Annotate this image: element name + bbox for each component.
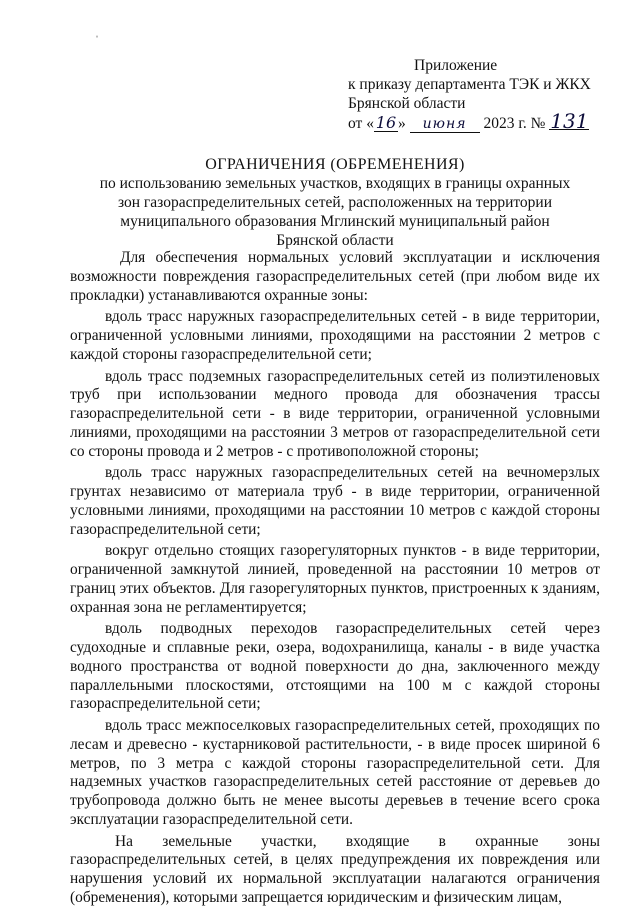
order-date-line — [348, 109, 591, 133]
zone-paragraph: вдоль трасс наружных газораспределительных сетей на вечномерзлых грунтах независимо от материала труб - в виде территории, ограниченной условными линиями, проходящими на расстоянии 10 метров с каждой стороны газораспределительной сети; — [70, 464, 600, 538]
appendix-header — [348, 56, 591, 133]
intro-paragraph: Для обеспечения нормальных условий эксплуатации и исключения возможности повреждения газораспределительных сетей (при любом виде их прокладки) устанавливаются охранные зоны: — [70, 249, 600, 304]
date-mid: » — [397, 115, 406, 132]
title-main: ОГРАНИЧЕНИЯ (ОБРЕМЕНЕНИЯ) — [205, 156, 465, 173]
order-reference: к приказу департамента ТЭК и ЖКХ — [348, 76, 591, 93]
zone-paragraph: вдоль трасс подземных газораспределительных сетей из полиэтиленовых труб при использовании медного провода для обозначения трассы газораспределительной сети - в виде территории, ограниченной условными линиями, проходящими на расстоянии 3 метров от газораспределительной сети со стороны провода и 2 метров - с противоположной стороны; — [70, 367, 600, 460]
region-name: Брянской области — [348, 95, 466, 112]
date-prefix: от « — [348, 115, 374, 132]
zone-paragraph: вдоль подводных переходов газораспределительных сетей через судоходные и сплавные реки, озера, водохранилища, каналы - в виде участка водного пространства от водной поверхности до дна, заключенного между параллельными плоскостями, отстоящими на 100 м с каждой стороны газораспределительной сети; — [70, 620, 600, 713]
zone-paragraph: вдоль трасс наружных газораспределительных сетей - в виде территории, ограниченной условными линиями, проходящими на расстоянии 2 метров с каждой стороны газораспределительной сети; — [70, 308, 600, 363]
date-year: 2023 г. № — [483, 115, 546, 132]
order-number-handwritten: 131 — [550, 109, 589, 133]
title-line-2: по использованию земельных участков, входящих в границы охранных — [99, 175, 571, 192]
title-line-5: Брянской области — [276, 232, 394, 249]
zone-paragraph: вдоль трасс межпоселковых газораспределительных сетей, проходящих по лесам и древесно - кустарниковой растительности, - в виде просек шириной 6 метров, по 3 метра с каждой стороны газораспределительной сети. Для надземных участков газораспределительных сетей расстояние от деревьев до трубопровода должно быть не менее высоты деревьев в течение всего срока эксплуатации газораспределительной сети. — [70, 717, 600, 828]
zone-paragraph: вокруг отдельно стоящих газорегуляторных пунктов - в виде территории, ограниченной замкнутой линией, проведенной на расстоянии 10 метров от границ этих объектов. Для газорегуляторных пунктов, пристроенных к зданиям, охранная зона не регламентируется; — [70, 542, 600, 616]
restrictions-paragraph: На земельные участки, входящие в охранные зоны газораспределительных сетей, в целях предупреждения их повреждения или нарушения условий их нормальной эксплуатации налагаются ограничения (обременения), которыми запрещается юридическим и физическим лицам, — [70, 832, 600, 906]
date-day-handwritten: 16 — [375, 113, 397, 132]
date-month-handwritten: июня — [410, 116, 480, 133]
scan-speck: ˈ — [95, 33, 99, 47]
document-title — [70, 155, 600, 250]
title-line-3: зон газораспределительных сетей, расположенных на территории — [117, 194, 553, 211]
appendix-label: Приложение — [414, 57, 498, 74]
document-body — [70, 249, 600, 911]
title-line-4: муниципального образования Мглинский муниципальный район — [120, 213, 550, 230]
